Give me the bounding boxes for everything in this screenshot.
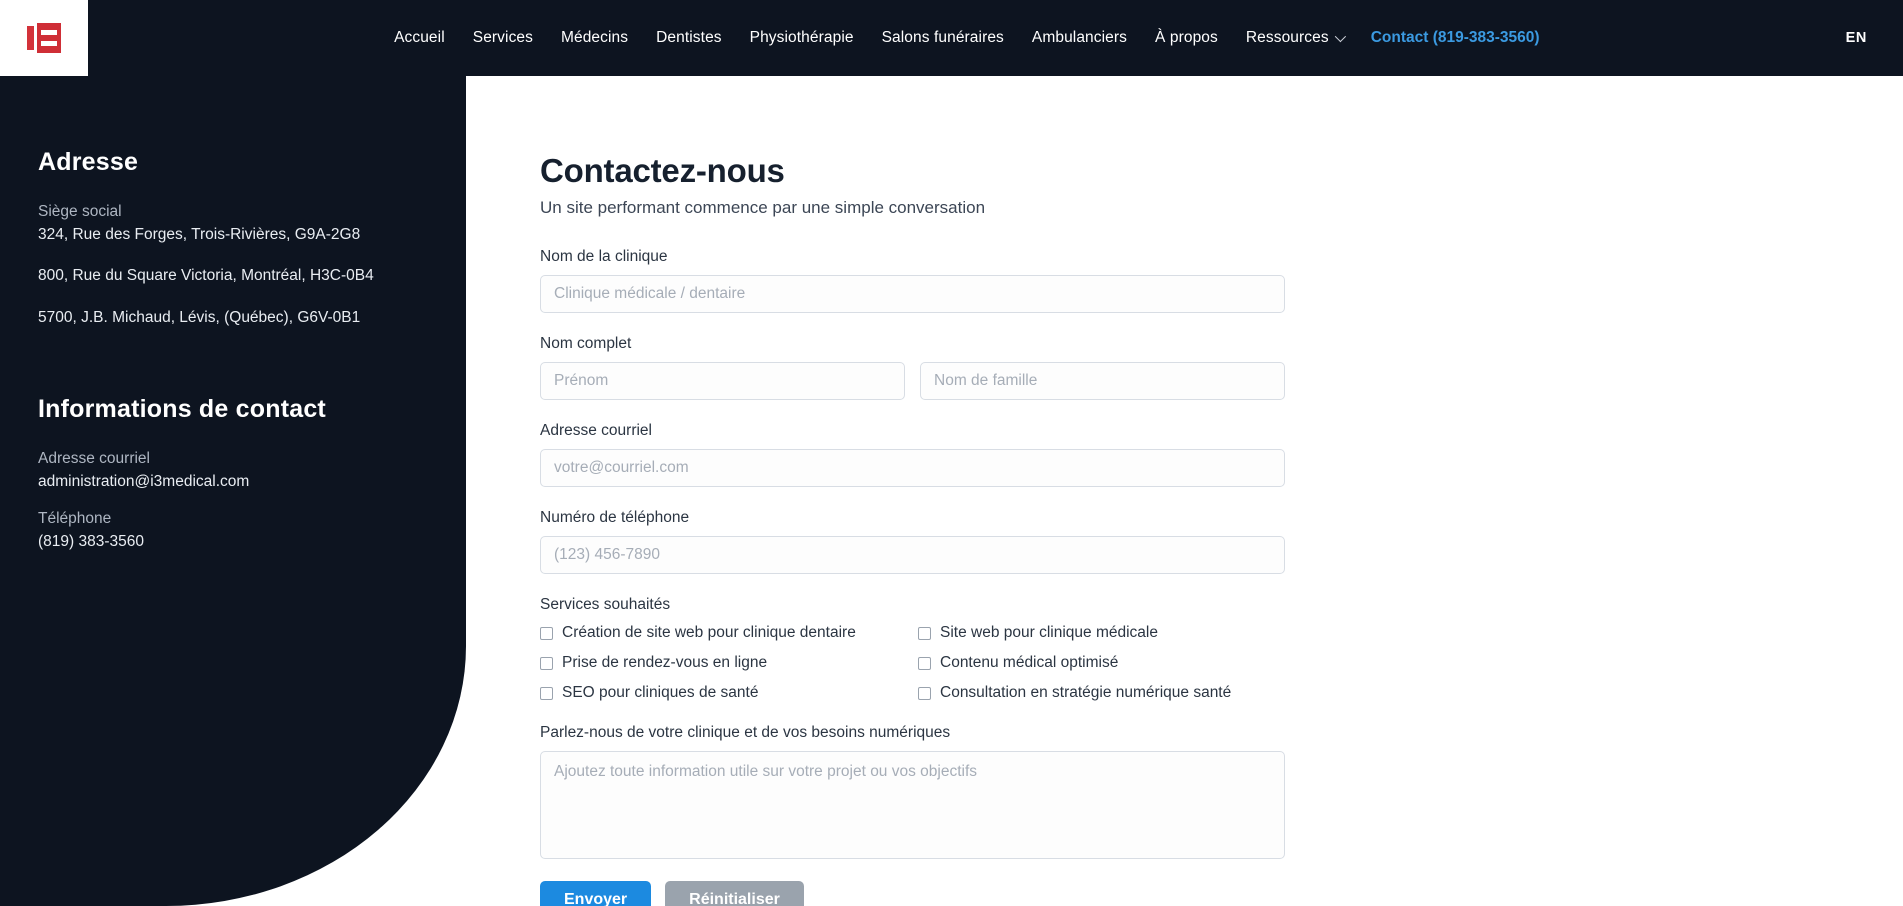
site-header: [0, 0, 1903, 76]
page-body: [0, 76, 1903, 906]
message-label: Parlez-nous de votre clinique et de vos besoins numériques: [540, 724, 951, 741]
reset-button[interactable]: Réinitialiser: [665, 881, 804, 906]
message-textarea[interactable]: [540, 751, 1285, 859]
checkbox-icon[interactable]: [540, 627, 553, 640]
services-label: Services souhaités: [540, 596, 671, 613]
language-switcher[interactable]: EN: [1845, 30, 1867, 46]
page-subtitle: Un site performant commence par une simple conversation: [540, 198, 986, 217]
page-title: Contactez-nous: [540, 152, 785, 189]
full-name-row: [540, 362, 1300, 400]
checkbox-service-1[interactable]: [540, 624, 918, 642]
checkbox-icon[interactable]: [540, 687, 553, 700]
checkbox-service-3-label: Prise de rendez-vous en ligne: [562, 654, 768, 671]
checkbox-icon[interactable]: [918, 657, 931, 670]
phone-label: Téléphone: [38, 509, 112, 527]
last-name-input[interactable]: [920, 362, 1285, 400]
checkbox-icon[interactable]: [918, 627, 931, 640]
main-navigation: [88, 0, 1846, 76]
phone-field-label: Numéro de téléphone: [540, 509, 690, 526]
checkbox-service-4[interactable]: [918, 654, 1296, 672]
address-heading: Adresse: [38, 148, 139, 176]
checkbox-service-6[interactable]: [918, 684, 1296, 702]
nav-item-accueil[interactable]: Accueil: [394, 29, 445, 46]
nav-item-contact[interactable]: Contact (819-383-3560): [1370, 29, 1540, 46]
nav-item-salons-funeraires[interactable]: Salons funéraires: [881, 29, 1004, 46]
address-line-3: 5700, J.B. Michaud, Lévis, (Québec), G6V-0B1: [38, 308, 361, 326]
email-field[interactable]: [540, 449, 1285, 487]
nav-item-ressources[interactable]: [1232, 29, 1357, 47]
checkbox-service-5[interactable]: [540, 684, 918, 702]
nav-item-dentistes[interactable]: Dentistes: [656, 29, 722, 46]
services-checkbox-group: [540, 624, 1300, 702]
nav-item-medecins[interactable]: Médecins: [560, 29, 629, 46]
email-label: Adresse courriel: [38, 450, 150, 468]
nav-item-ressources-label: Ressources: [1245, 29, 1329, 46]
full-name-label: Nom complet: [540, 335, 632, 352]
checkbox-service-1-label: Création de site web pour clinique dentaire: [562, 624, 856, 641]
checkbox-service-3[interactable]: [540, 654, 918, 672]
phone-field[interactable]: [540, 536, 1285, 574]
nav-item-ambulanciers[interactable]: Ambulanciers: [1031, 29, 1128, 46]
logo[interactable]: [0, 0, 88, 76]
submit-button[interactable]: Envoyer: [540, 881, 651, 906]
checkbox-service-2-label: Site web pour clinique médicale: [940, 624, 1158, 641]
contact-info-panel: [0, 76, 466, 906]
checkbox-service-4-label: Contenu médical optimisé: [940, 654, 1119, 671]
phone-value[interactable]: (819) 383-3560: [38, 532, 144, 550]
nav-item-physiotherapie[interactable]: Physiothérapie: [749, 29, 854, 46]
nav-item-a-propos[interactable]: À propos: [1155, 29, 1218, 46]
checkbox-service-6-label: Consultation en stratégie numérique santé: [940, 684, 1232, 701]
checkbox-icon[interactable]: [918, 687, 931, 700]
checkbox-icon[interactable]: [540, 657, 553, 670]
first-name-input[interactable]: [540, 362, 905, 400]
address-line-2: 800, Rue du Square Victoria, Montréal, H3C-0B4: [38, 267, 374, 285]
chevron-down-icon: [1334, 31, 1345, 42]
email-value[interactable]: administration@i3medical.com: [38, 473, 250, 491]
checkbox-service-2[interactable]: [918, 624, 1296, 642]
contact-info-heading: Informations de contact: [38, 395, 326, 424]
clinic-name-label: Nom de la clinique: [540, 248, 668, 265]
email-field-label: Adresse courriel: [540, 422, 652, 439]
form-actions: [540, 881, 1300, 906]
contact-form: [540, 76, 1300, 906]
checkbox-service-5-label: SEO pour cliniques de santé: [562, 684, 759, 701]
i3medical-logo-icon: [27, 23, 61, 53]
head-office-label: Siège social: [38, 203, 122, 220]
clinic-name-input[interactable]: [540, 275, 1285, 313]
address-line-1: 324, Rue des Forges, Trois-Rivières, G9A-2G8: [38, 226, 361, 243]
nav-item-services[interactable]: Services: [472, 29, 533, 46]
